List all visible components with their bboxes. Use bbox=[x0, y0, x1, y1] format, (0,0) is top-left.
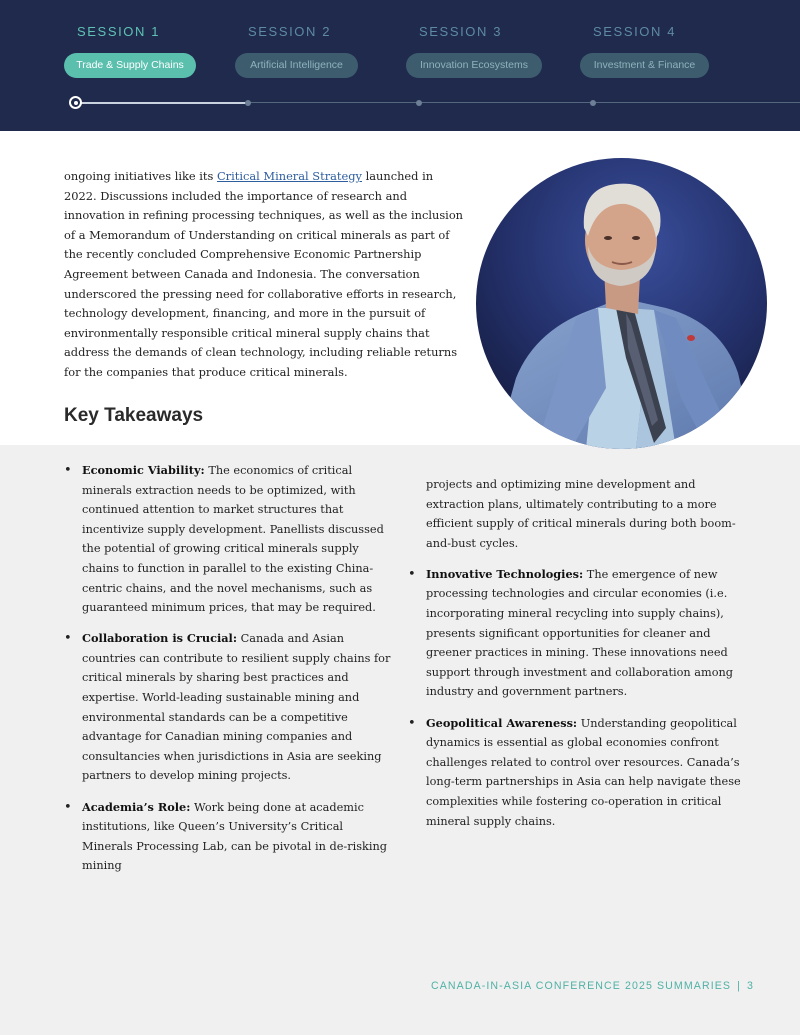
bullet: • bbox=[408, 715, 416, 731]
progress-node-current[interactable] bbox=[69, 96, 82, 109]
session-2-topic-tab[interactable]: Artificial Intelligence bbox=[235, 53, 358, 78]
takeaway-heading: Academia’s Role: bbox=[82, 799, 191, 814]
intro-lead-text: ongoing initiatives like its bbox=[64, 169, 217, 183]
takeaway-text: The emergence of new processing technologies and circular economies (i.e. incorporating mineral recycling into supply chains), presents significant opportunities for cleaner and greener practices in mining. These innovations need support through investment and collaboration among industry and government partners. bbox=[426, 567, 734, 699]
footer-conference-title: CANADA-IN-ASIA CONFERENCE 2025 SUMMARIES bbox=[431, 980, 732, 992]
page-number: 3 bbox=[746, 980, 754, 992]
progress-node-3[interactable] bbox=[416, 100, 422, 106]
takeaway-text: Canada and Asian countries can contribute to resilient supply chains for critical minerals by sharing best practices and expertise. World-leading sustainable mining and environmental standards can be a competitive advantage for Canadian mining companies and consultancies when jurisdictions in Asia are seeking partners to develop mining projects. bbox=[82, 632, 391, 783]
intro-body-text: launched in 2022. Discussions included the importance of research and innovation in refining processing techniques, as well as the inclusion of a Memorandum of Understanding on critical minerals as part of the recently concluded Comprehensive Economic Partnership Agreement between Canada and Indonesia. The conversation underscored the pressing need for collaborative efforts in research, technology development, financing, and more in the pursuit of environmentally responsible critical mineral supply chains that address the demands of clean technology, including reliable returns for the companies that produce critical minerals. bbox=[64, 169, 464, 379]
bullet: • bbox=[408, 566, 416, 582]
bullet: • bbox=[64, 463, 72, 478]
bullet: • bbox=[64, 631, 72, 647]
speaker-portrait bbox=[476, 158, 767, 449]
bullet: • bbox=[64, 799, 72, 815]
session-3-label: SESSION 3 bbox=[419, 24, 503, 39]
takeaway-innovative-technologies bbox=[408, 565, 748, 702]
takeaway-economic-viability bbox=[64, 461, 394, 618]
critical-mineral-strategy-link[interactable]: Critical Mineral Strategy bbox=[216, 169, 362, 183]
progress-track-active bbox=[76, 102, 248, 104]
session-navigation bbox=[0, 0, 800, 131]
session-2-label: SESSION 2 bbox=[248, 24, 332, 39]
takeaway-collaboration bbox=[64, 629, 394, 786]
takeaways-column-left bbox=[64, 461, 394, 887]
takeaway-heading: Innovative Technologies: bbox=[426, 566, 584, 581]
session-1-label: SESSION 1 bbox=[77, 24, 161, 39]
session-1-topic-tab[interactable]: Trade & Supply Chains bbox=[64, 53, 196, 78]
takeaway-geopolitical-awareness bbox=[408, 714, 748, 832]
session-4-label: SESSION 4 bbox=[593, 24, 677, 39]
takeaway-text: Work being done at academic institutions, like Queen’s University’s Critical Minerals Processing Lab, can be pivotal in de-risking mining bbox=[82, 800, 387, 873]
progress-node-2[interactable] bbox=[245, 100, 251, 106]
key-takeaways-heading: Key Takeaways bbox=[64, 405, 204, 426]
session-3-topic-tab[interactable]: Innovation Ecosystems bbox=[406, 53, 542, 78]
takeaways-column-right bbox=[408, 475, 748, 843]
takeaway-heading: Geopolitical Awareness: bbox=[426, 715, 578, 730]
key-takeaways-panel bbox=[0, 445, 800, 1035]
takeaway-heading: Economic Viability: bbox=[82, 463, 205, 477]
footer-separator: | bbox=[737, 980, 741, 992]
takeaway-academia-role bbox=[64, 798, 394, 876]
takeaway-continuation: projects and optimizing mine development and extraction plans, ultimately contributing to a more efficient supply of critical minerals during both boom-and-bust cycles. bbox=[426, 478, 736, 550]
takeaway-text: Understanding geopolitical dynamics is essential as global economies confront challenges related to control over resources. Canada’s long-term partnerships in Asia can help navigate these complexities while fostering co-operation in critical mineral supply chains. bbox=[426, 716, 741, 828]
takeaway-heading: Collaboration is Crucial: bbox=[82, 631, 238, 646]
session-4-topic-tab[interactable]: Investment & Finance bbox=[580, 53, 709, 78]
progress-node-4[interactable] bbox=[590, 100, 596, 106]
page-footer bbox=[431, 980, 754, 992]
speaker-portrait-image bbox=[476, 158, 767, 449]
intro-paragraph bbox=[64, 167, 464, 383]
takeaway-text: The economics of critical minerals extraction needs to be optimized, with continued attention to market structures that incentivize supply development. Panellists discussed the potential of growing critical minerals supply chains to function in parallel to the existing China-centric chains, and the novel mechanisms, such as guaranteed minimum prices, that may be required. bbox=[82, 464, 384, 615]
